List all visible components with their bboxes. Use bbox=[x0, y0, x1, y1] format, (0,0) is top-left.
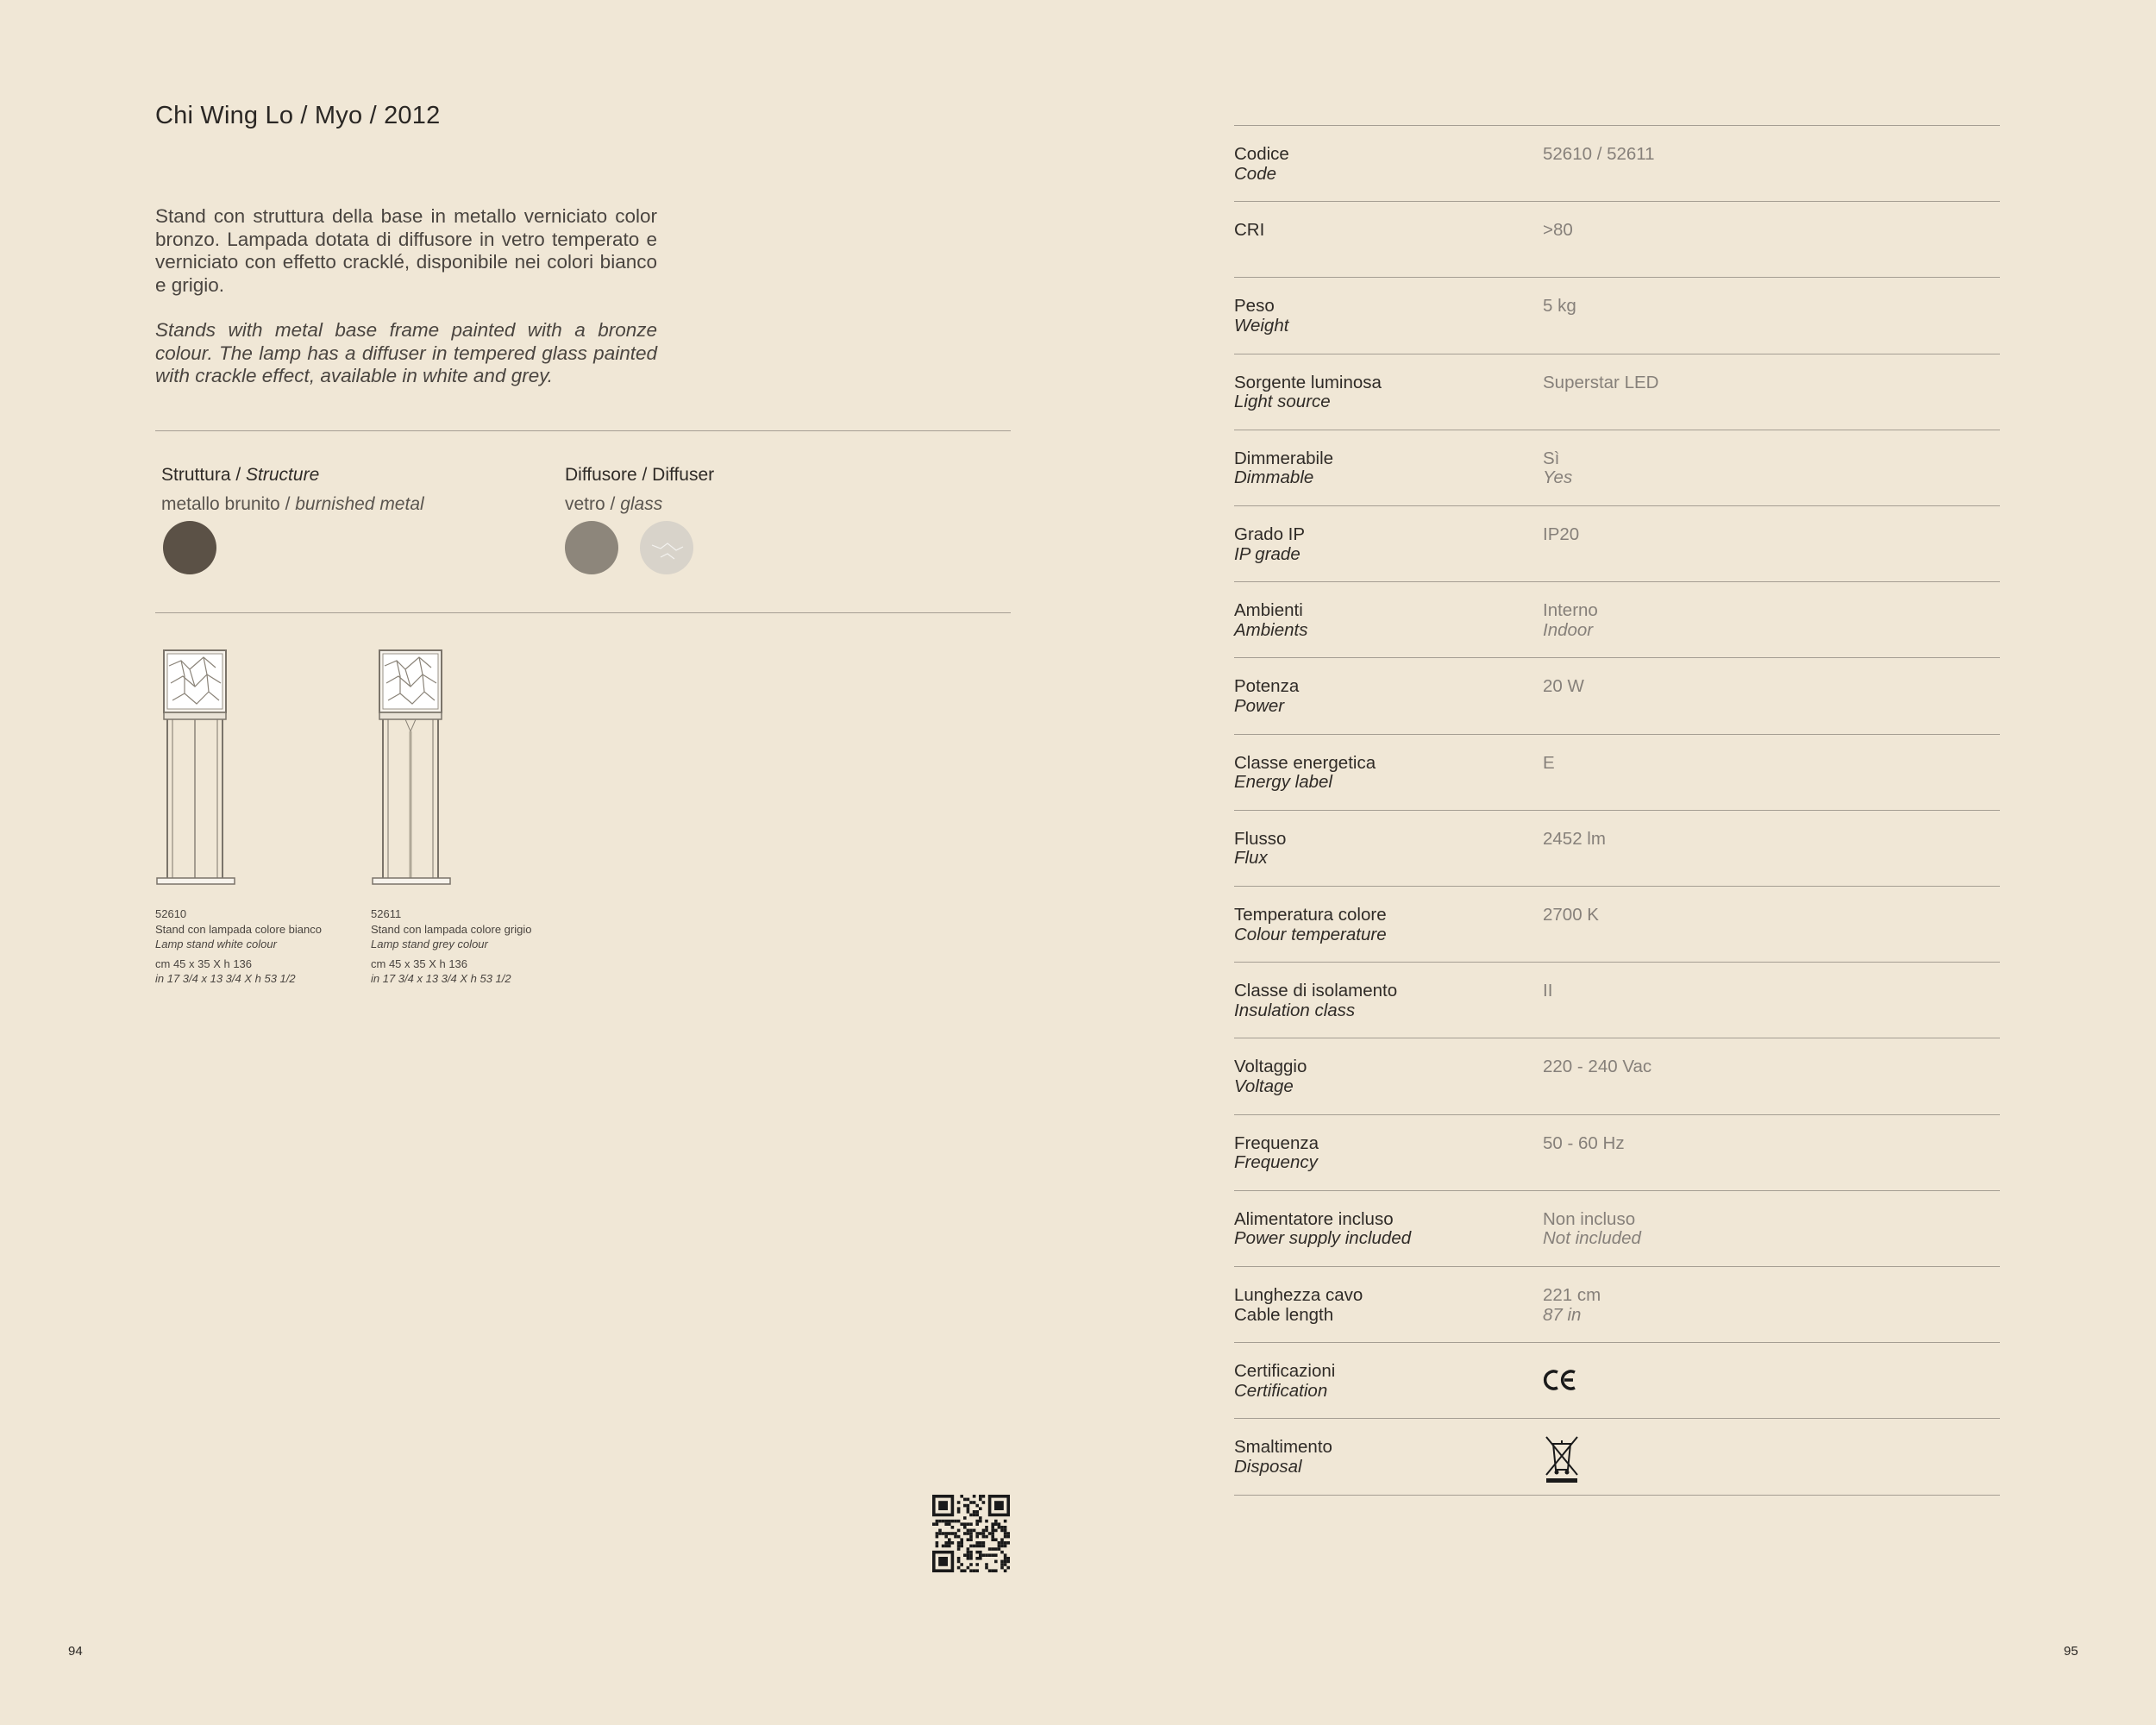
spec-label-en: Flux bbox=[1234, 848, 1268, 869]
spec-value bbox=[1543, 1286, 1601, 1325]
spec-label bbox=[1234, 297, 1288, 336]
spec-label-en: Code bbox=[1234, 163, 1277, 184]
spec-label-it: Voltaggio bbox=[1234, 1057, 1307, 1077]
description-italian: Stand con struttura della base in metallo verniciato color bronzo. Lampada dotata di diffusore in vetro temperato e verniciato con effetto cracklé, disponibile nei colori bianco e grigio. bbox=[155, 205, 657, 296]
spec-label-it: Grado IP bbox=[1234, 524, 1306, 544]
spec-label-en: Disposal bbox=[1234, 1456, 1302, 1477]
page-title: Chi Wing Lo / Myo / 2012 bbox=[155, 102, 441, 129]
spec-row bbox=[1234, 277, 2000, 353]
spec-value bbox=[1543, 830, 1606, 850]
spec-value bbox=[1543, 525, 1579, 545]
spec-value bbox=[1543, 221, 1573, 241]
lamp-52610-drawing bbox=[155, 649, 238, 888]
spec-value bbox=[1543, 449, 1572, 488]
spec-label-en: IP grade bbox=[1234, 543, 1300, 564]
spec-value bbox=[1543, 297, 1576, 317]
spec-row bbox=[1234, 1266, 2000, 1342]
spec-value-main: 221 cm bbox=[1543, 1285, 1601, 1305]
divider bbox=[155, 430, 1011, 431]
spec-value-en: Yes bbox=[1543, 467, 1573, 488]
diffuser-heading bbox=[565, 465, 714, 486]
spec-row bbox=[1234, 657, 2000, 733]
spec-value-en: Indoor bbox=[1543, 619, 1594, 640]
spec-label-it: Peso bbox=[1234, 296, 1275, 317]
structure-material-en: burnished metal bbox=[295, 494, 424, 514]
spec-value bbox=[1543, 754, 1555, 774]
spec-label bbox=[1234, 1210, 1411, 1249]
diffuser-heading-en: Diffuser bbox=[652, 465, 715, 485]
spec-row bbox=[1234, 1038, 2000, 1113]
divider bbox=[1234, 1495, 2000, 1496]
spec-value-main: Superstar LED bbox=[1543, 372, 1659, 392]
white-glass-swatch bbox=[640, 521, 693, 574]
weee-bin-icon bbox=[1543, 1433, 1581, 1485]
bronze-swatch bbox=[163, 521, 216, 574]
spec-label-it: Classe energetica bbox=[1234, 752, 1376, 773]
spec-row bbox=[1234, 125, 2000, 201]
grey-glass-swatch bbox=[565, 521, 618, 574]
spec-label bbox=[1234, 221, 1264, 241]
spec-label-en: Energy label bbox=[1234, 772, 1332, 793]
spec-value bbox=[1543, 601, 1598, 640]
product-code: 52610 bbox=[155, 907, 187, 920]
spec-value bbox=[1543, 145, 1655, 165]
spec-label-en: Weight bbox=[1234, 315, 1289, 336]
spec-label-en: Ambients bbox=[1234, 619, 1308, 640]
spec-label-en: Power supply included bbox=[1234, 1228, 1412, 1249]
spec-label-it: CRI bbox=[1234, 220, 1265, 241]
diffuser-heading-it: Diffusore / bbox=[565, 465, 653, 485]
spec-label-it: Ambienti bbox=[1234, 600, 1303, 621]
spec-label-it: Dimmerabile bbox=[1234, 448, 1334, 468]
spec-value bbox=[1543, 1057, 1651, 1077]
spec-value-main: 50 - 60 Hz bbox=[1543, 1132, 1625, 1153]
spec-row bbox=[1234, 581, 2000, 657]
spec-value bbox=[1543, 1210, 1641, 1249]
spec-value-main: 2700 K bbox=[1543, 905, 1599, 925]
diffuser-material-it: vetro / bbox=[565, 494, 621, 514]
spec-value-en: 87 in bbox=[1543, 1304, 1582, 1325]
product-caption-52610 bbox=[155, 906, 328, 987]
spec-label-it: Alimentatore incluso bbox=[1234, 1208, 1394, 1229]
spec-label-it: Lunghezza cavo bbox=[1234, 1285, 1363, 1305]
spec-label-en: Insulation class bbox=[1234, 1000, 1356, 1020]
spec-row bbox=[1234, 810, 2000, 886]
spec-label-it: Potenza bbox=[1234, 676, 1300, 697]
spec-label bbox=[1234, 677, 1299, 716]
qr-code[interactable] bbox=[932, 1495, 1010, 1572]
spec-label bbox=[1234, 145, 1289, 184]
structure-material bbox=[161, 494, 424, 515]
spec-label-it: Sorgente luminosa bbox=[1234, 372, 1382, 392]
spec-label-it: Flusso bbox=[1234, 828, 1287, 849]
spec-label bbox=[1234, 1438, 1332, 1477]
product-dims-in: in 17 3/4 x 13 3/4 X h 53 1/2 bbox=[155, 972, 296, 985]
product-caption-52611 bbox=[371, 906, 543, 987]
spec-label-en: Cable length bbox=[1234, 1304, 1334, 1325]
spec-row bbox=[1234, 1114, 2000, 1190]
spec-value-en: Not included bbox=[1543, 1228, 1641, 1249]
spec-label bbox=[1234, 373, 1382, 412]
structure-heading-it: Struttura / bbox=[161, 465, 247, 485]
divider bbox=[155, 612, 1011, 613]
spec-label-en: Colour temperature bbox=[1234, 924, 1387, 944]
page-number-right: 95 bbox=[2064, 1644, 2078, 1659]
product-desc-it: Stand con lampada colore bianco bbox=[155, 922, 322, 936]
structure-heading bbox=[161, 465, 319, 486]
spec-value-main: 2452 lm bbox=[1543, 828, 1606, 849]
diffuser-material bbox=[565, 494, 662, 515]
page-number-left: 94 bbox=[68, 1644, 83, 1659]
spec-label-it: Codice bbox=[1234, 144, 1289, 164]
spec-value-main: 5 kg bbox=[1543, 296, 1576, 317]
spec-value-main: IP20 bbox=[1543, 524, 1580, 544]
spec-label-en: Dimmable bbox=[1234, 467, 1314, 488]
spec-label-it: Temperatura colore bbox=[1234, 905, 1387, 925]
spec-value-main: II bbox=[1543, 981, 1553, 1001]
spec-label bbox=[1234, 982, 1397, 1020]
spec-value-main: Interno bbox=[1543, 600, 1598, 621]
spec-label-it: Certificazioni bbox=[1234, 1361, 1336, 1382]
spec-label bbox=[1234, 1134, 1319, 1173]
lamp-52611-drawing bbox=[371, 649, 454, 888]
spec-label bbox=[1234, 525, 1305, 564]
spec-value bbox=[1543, 1134, 1625, 1154]
spec-row bbox=[1234, 354, 2000, 430]
product-code: 52611 bbox=[371, 907, 402, 920]
spec-label-en: Power bbox=[1234, 695, 1285, 716]
spec-value bbox=[1543, 906, 1599, 925]
spec-label bbox=[1234, 1286, 1363, 1325]
spec-label bbox=[1234, 1362, 1335, 1401]
description-english: Stands with metal base frame painted with a bronze colour. The lamp has a diffuser in tempered glass painted with crackle effect, available in white and grey. bbox=[155, 319, 657, 386]
spec-label-it: Smaltimento bbox=[1234, 1437, 1332, 1458]
ce-mark-icon bbox=[1543, 1367, 1577, 1393]
spec-label-en: Light source bbox=[1234, 392, 1331, 412]
spec-value-main: 52610 / 52611 bbox=[1543, 144, 1655, 164]
spec-label bbox=[1234, 754, 1376, 793]
spec-label-en: Frequency bbox=[1234, 1152, 1318, 1173]
spec-row bbox=[1234, 505, 2000, 581]
product-desc-it: Stand con lampada colore grigio bbox=[371, 922, 532, 936]
spec-label bbox=[1234, 601, 1307, 640]
product-desc-en: Lamp stand grey colour bbox=[371, 938, 488, 950]
product-dims-cm: cm 45 x 35 X h 136 bbox=[371, 957, 468, 970]
structure-material-it: metallo brunito / bbox=[161, 494, 296, 514]
spec-label bbox=[1234, 449, 1333, 488]
spec-label bbox=[1234, 830, 1286, 869]
spec-row bbox=[1234, 1418, 2000, 1494]
spec-value bbox=[1543, 982, 1552, 1001]
spec-value-main: E bbox=[1543, 752, 1555, 773]
spec-value bbox=[1543, 373, 1658, 393]
spec-value-main: >80 bbox=[1543, 220, 1573, 241]
diffuser-material-en: glass bbox=[620, 494, 663, 514]
spec-value-main: Non incluso bbox=[1543, 1208, 1636, 1229]
spec-row bbox=[1234, 201, 2000, 277]
spec-row bbox=[1234, 430, 2000, 505]
spec-label-it: Frequenza bbox=[1234, 1132, 1319, 1153]
spec-value-main: 220 - 240 Vac bbox=[1543, 1057, 1652, 1077]
spec-row bbox=[1234, 886, 2000, 962]
product-dims-cm: cm 45 x 35 X h 136 bbox=[155, 957, 253, 970]
spec-value-main: 20 W bbox=[1543, 676, 1584, 697]
spec-value-main: Sì bbox=[1543, 448, 1560, 468]
spec-label-en: Certification bbox=[1234, 1380, 1328, 1401]
spec-label-en: Voltage bbox=[1234, 1076, 1294, 1096]
product-desc-en: Lamp stand white colour bbox=[155, 938, 277, 950]
spec-label bbox=[1234, 1057, 1307, 1096]
spec-row bbox=[1234, 1190, 2000, 1266]
spec-row bbox=[1234, 734, 2000, 810]
product-dims-in: in 17 3/4 x 13 3/4 X h 53 1/2 bbox=[371, 972, 511, 985]
spec-row bbox=[1234, 962, 2000, 1038]
spec-label-it: Classe di isolamento bbox=[1234, 981, 1398, 1001]
spec-row bbox=[1234, 1342, 2000, 1418]
spec-label bbox=[1234, 906, 1387, 944]
spec-value bbox=[1543, 677, 1584, 697]
structure-heading-en: Structure bbox=[246, 465, 320, 485]
